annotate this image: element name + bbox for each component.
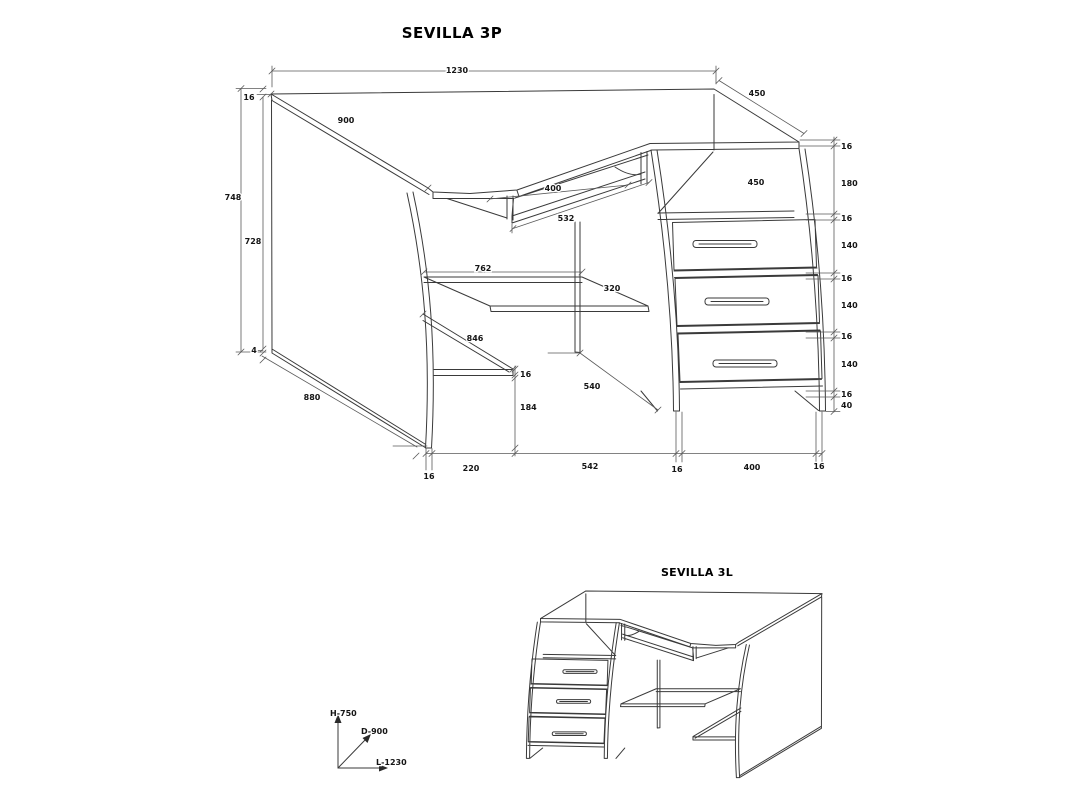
axis-legend xyxy=(330,709,407,772)
secondary-drawing-title: SEVILLA 3L xyxy=(660,566,734,579)
dim-shelf-width: 762 xyxy=(474,264,492,273)
dim-lines-middle xyxy=(424,183,658,449)
dimension-annotations-3p xyxy=(225,66,858,481)
dim-lines-left xyxy=(236,89,417,448)
dim-bottom-1: 220 xyxy=(462,464,480,473)
dim-right-col-0: 16 xyxy=(841,142,853,151)
dim-right-col-8: 16 xyxy=(841,390,853,399)
dim-brace-length: 846 xyxy=(466,334,484,343)
dim-top-thickness: 16 xyxy=(243,93,255,102)
dim-small-shelf-thickness: 16 xyxy=(520,370,532,379)
depth-axis-arrow xyxy=(338,739,366,768)
dim-right-col-7: 140 xyxy=(841,360,858,369)
dim-right-col-1: 180 xyxy=(841,179,858,188)
dim-tray-width: 400 xyxy=(544,184,562,193)
dim-bottom-3: 16 xyxy=(671,465,683,474)
dim-tray-diagonal: 532 xyxy=(557,214,575,223)
dim-right-col-5: 140 xyxy=(841,301,858,310)
dim-mid-floor-depth: 540 xyxy=(583,382,601,391)
dim-left-depth: 900 xyxy=(337,116,355,125)
dim-base-gap: 4 xyxy=(251,346,257,355)
dim-right-col-9: 40 xyxy=(841,401,853,410)
dim-bottom-4: 400 xyxy=(743,463,761,472)
dim-top-width: 1230 xyxy=(445,66,469,75)
dim-bottom-5: 16 xyxy=(813,462,825,471)
dim-shelf-depth: 320 xyxy=(603,284,621,293)
dim-bottom-2: 542 xyxy=(581,462,599,471)
axis-depth-label: D-900 xyxy=(361,727,388,736)
dim-right-col-2: 16 xyxy=(841,214,853,223)
desk-3p-illustration xyxy=(271,89,826,448)
dim-bottom-0: 16 xyxy=(423,472,435,481)
dim-right-col-6: 16 xyxy=(841,332,853,341)
dim-height-inner: 728 xyxy=(244,237,262,246)
axis-height-label: H-750 xyxy=(330,709,357,718)
dim-inner-shelf-depth: 450 xyxy=(747,178,765,187)
desk-3l-illustration xyxy=(526,591,822,778)
dim-lines-bottom xyxy=(393,412,822,470)
dim-right-col-4: 16 xyxy=(841,274,853,283)
dim-floor-left-length: 880 xyxy=(303,393,321,402)
dim-small-shelf-height: 184 xyxy=(520,403,537,412)
dim-tick-marks xyxy=(238,68,837,459)
axis-length-label: L-1230 xyxy=(376,758,407,767)
dim-right-depth: 450 xyxy=(748,89,766,98)
dim-right-col-3: 140 xyxy=(841,241,858,250)
main-drawing-title: SEVILLA 3P xyxy=(401,24,503,42)
dim-height-total: 748 xyxy=(224,193,242,202)
